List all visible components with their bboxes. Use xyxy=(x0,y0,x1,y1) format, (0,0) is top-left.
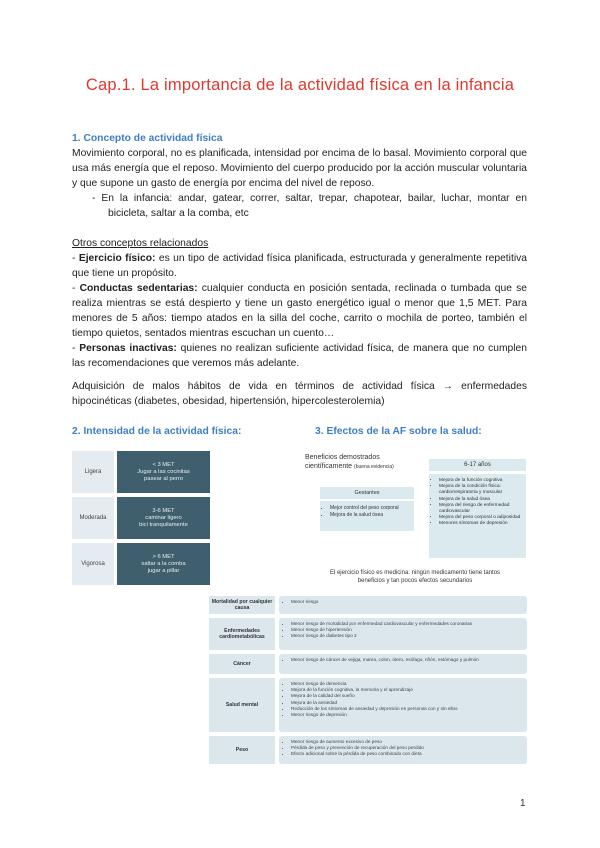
benefit-item: • Mejora de la función cognitiva xyxy=(439,478,522,484)
example-1: Jugar a las cocinitas xyxy=(137,468,190,475)
effects-item: • Menor riesgo de cáncer de vejiga, mama, colon, útero, esófago, riñón, estómago y pulmón xyxy=(291,657,523,663)
ejercicio-def: es un tipo de actividad física planificada, estructurada y generalmente repetitiva que tiene un propósito. xyxy=(72,253,527,279)
effects-row xyxy=(209,736,527,764)
dash: - xyxy=(72,283,80,294)
example-2: bici tranquilamente xyxy=(139,521,188,528)
benefit-item: • Mejora de la salud ósea xyxy=(330,512,410,519)
met-value: < 3 MET xyxy=(152,461,175,468)
dash: - xyxy=(72,343,80,354)
intensity-row-moderada xyxy=(72,497,210,539)
section-2-heading: 2. Intensidad de la actividad física: xyxy=(72,426,242,437)
intensity-row-vigorosa xyxy=(72,543,210,585)
effects-item: • Menor riesgo de hipertensión xyxy=(291,627,523,633)
effects-item: • Menor riesgo de mortalidad por enfermedad cardiovascular y enfermedades coronarias xyxy=(291,621,523,627)
effects-row xyxy=(209,618,527,650)
met-value: 3-6 MET xyxy=(152,507,175,514)
age-group-header: 6-17 años xyxy=(429,459,526,471)
benefit-item: • Mejor control del peso corporal xyxy=(330,505,410,512)
benefit-item: • Mejora de la salud ósea xyxy=(439,497,522,503)
intensity-table xyxy=(72,451,210,585)
benefit-item: • Menores síntomas de depresión xyxy=(439,521,522,527)
intensity-label: Vigorosa xyxy=(72,543,114,585)
benefit-item: • Mejora del riesgo de enfermedad cardiovascular xyxy=(439,503,522,515)
benefits-title-line1: Beneficios demostrados xyxy=(305,454,380,461)
effects-item: • Reducción de los síntomas de ansiedad y depresión en personas con y sin ellos xyxy=(291,706,523,712)
effects-item: • Menor riesgo de demencia xyxy=(291,681,523,687)
effects-label: Enfermedades cardiometabólicas xyxy=(209,618,275,650)
benefit-item: • Mejora de la condición física: cardiorrespiratoria y muscular xyxy=(439,484,522,496)
effects-label: Mortalidad por cualquier causa xyxy=(209,596,275,614)
inactivas-term: Personas inactivas: xyxy=(79,343,177,354)
effects-item: • Menor riesgo de aumento excesivo de peso xyxy=(291,739,523,745)
other-concepts xyxy=(72,236,527,371)
effects-label: Salud mental xyxy=(209,678,275,732)
gestantes-box xyxy=(320,501,414,531)
age-group-box xyxy=(429,474,526,558)
effects-table xyxy=(209,596,527,768)
page-title: Cap.1. La importancia de la actividad física en la infancia xyxy=(85,76,515,94)
example-1: saltar a la comba xyxy=(141,560,186,567)
section-1-paragraph: Movimiento corporal, no es planificada, intensidad por encima de lo basal. Movimiento corporal que usa más energía que el reposo. Movimiento del cuerpo producido por la acción muscular voluntaria y que supone un gasto de energía por encima del nivel de reposo. xyxy=(72,148,527,189)
intensity-label: Ligera xyxy=(72,451,114,493)
benefits-title-line2: científicamente xyxy=(305,463,353,470)
page-number: 1 xyxy=(520,798,526,809)
example-2: pasear al perro xyxy=(144,475,183,482)
effects-label: Peso xyxy=(209,736,275,764)
intensity-label: Moderada xyxy=(72,497,114,539)
section-3-heading: 3. Efectos de la AF sobre la salud: xyxy=(315,426,482,437)
inactivas-item xyxy=(72,341,527,371)
effects-items xyxy=(279,678,527,732)
benefits-title xyxy=(305,453,394,472)
ejercicio-term: Ejercicio físico: xyxy=(78,253,156,264)
section-1-bullet: - En la infancia: andar, gatear, correr, saltar, trepar, chapotear, bailar, luchar, montar en bicicleta, saltar a la comba, etc xyxy=(92,193,527,219)
effects-item: • Mejora de la calidad del sueño xyxy=(291,693,523,699)
adquisicion-paragraph: Adquisición de malos hábitos de vida en términos de actividad física → enfermedades hipocinéticas (diabetes, obesidad, hipertensión, hipercolesterolemia) xyxy=(72,381,527,407)
intensity-desc xyxy=(117,543,210,585)
sedentarias-def: cualquier conducta en posición sentada, reclinada o tumbada que se realiza mientras se está despierto y tiene un gasto energético igual o menor que 1,5 MET. Para menores de 5 años: tiempo atados en la silla del coche, carrito o mochila de porteo, también el tiempo quietos, sentados mientras escuchan un cuento… xyxy=(72,283,527,339)
met-value: > 6 MET xyxy=(152,553,175,560)
effects-item: • Menor riesgo xyxy=(291,599,523,605)
effects-item: • Pérdida de peso y prevención de recuperación del peso perdido xyxy=(291,745,523,751)
section-1 xyxy=(72,131,527,221)
effects-caption xyxy=(300,569,530,585)
effects-row xyxy=(209,596,527,614)
dash: - xyxy=(72,253,79,264)
other-concepts-heading: Otros conceptos relacionados xyxy=(72,238,209,249)
effects-item: • Efecto adicional sobre la pérdida de peso combinado con dieta xyxy=(291,751,523,757)
inactivas-def: quienes no realizan suficiente actividad física, de manera que no cumplen las recomendaciones que veremos más adelante. xyxy=(72,343,527,369)
effects-item: • Mejora de la función cognitiva, la memoria y el aprendizaje xyxy=(291,687,523,693)
example-2: jugar a pillar xyxy=(147,567,180,574)
gestantes-header: Gestantes xyxy=(320,487,414,499)
effects-items xyxy=(279,654,527,674)
caption-line1: El ejercicio físico es medicina: ningún medicamento tiene tantos xyxy=(329,570,501,576)
effects-items xyxy=(279,596,527,614)
example-1: caminar ligero xyxy=(145,514,182,521)
intensity-row-ligera xyxy=(72,451,210,493)
effects-items xyxy=(279,736,527,764)
effects-item: • Mejora de la ansiedad xyxy=(291,700,523,706)
effects-row xyxy=(209,654,527,674)
section-1-heading: 1. Concepto de actividad física xyxy=(72,133,223,144)
sedentarias-item xyxy=(72,281,527,341)
effects-item: • Menor riesgo de depresión xyxy=(291,712,523,718)
effects-row xyxy=(209,678,527,732)
intensity-desc xyxy=(117,497,210,539)
intensity-desc xyxy=(117,451,210,493)
ejercicio-item xyxy=(72,251,527,281)
effects-item: • Menor riesgo de diabetes tipo 2 xyxy=(291,633,523,639)
effects-items xyxy=(279,618,527,650)
benefits-title-note: (buena evidencia) xyxy=(354,464,394,470)
caption-line2: beneficios y tan pocos efectos secundarios xyxy=(357,578,473,584)
benefit-item: • Mejora del peso corporal o adiposidad xyxy=(439,515,522,521)
effects-label: Cáncer xyxy=(209,654,275,674)
sedentarias-term: Conductas sedentarias: xyxy=(79,283,198,294)
